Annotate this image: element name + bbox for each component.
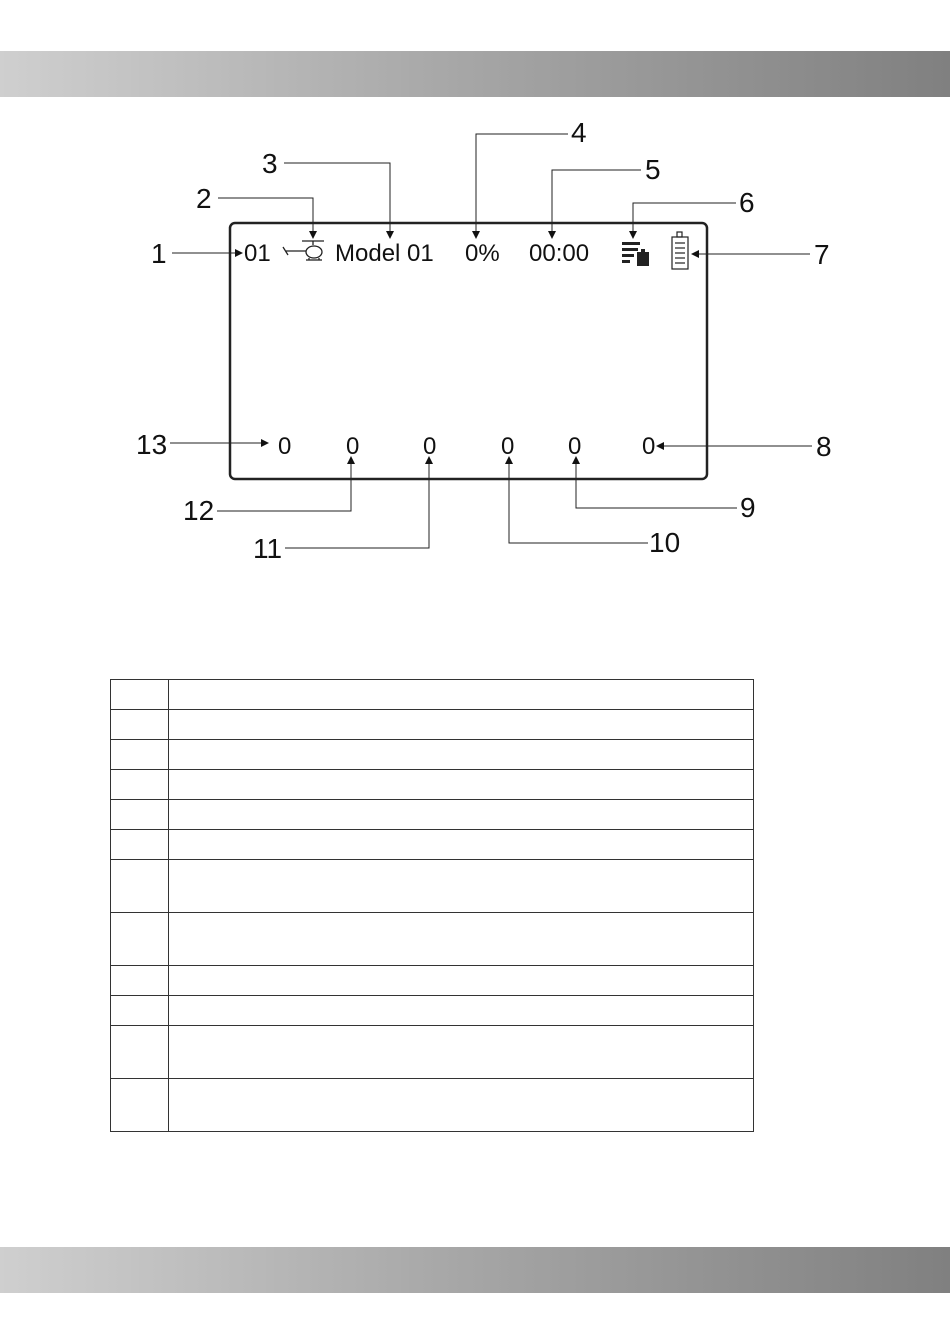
row-description [169,710,754,740]
battery-icon [672,232,688,269]
callout-12: 12 [183,495,215,526]
leader-line-3 [284,163,390,238]
callout-3: 3 [262,148,278,179]
row-description [169,860,754,913]
row-number [111,710,169,740]
model-name: Model 01 [335,240,434,267]
row-description [169,800,754,830]
description-table [110,679,754,1132]
row-description [169,1026,754,1079]
callout-10: 10 [649,527,681,558]
throttle-percent: 0% [465,240,500,267]
leader-line-2 [218,198,313,238]
callout-5: 5 [645,154,661,185]
row-number [111,860,169,913]
timer: 00:00 [529,240,590,267]
row-description [169,830,754,860]
leader-line-12 [217,457,351,511]
leader-line-11 [285,457,429,548]
callout-8: 8 [816,431,832,462]
callout-1: 1 [151,238,167,269]
display-diagram [0,0,950,620]
row-description [169,680,754,710]
callout-13: 13 [136,429,168,460]
row-description [169,740,754,770]
table-row [111,800,754,830]
bottom-value-6: 0 [642,433,656,460]
leader-line-10 [509,457,648,543]
callout-6: 6 [739,187,755,218]
table-row [111,680,754,710]
row-number [111,1079,169,1132]
bottom-value-2: 0 [346,433,360,460]
helicopter-icon [283,241,324,260]
row-number [111,680,169,710]
row-number [111,770,169,800]
leader-line-6 [633,203,736,238]
row-number [111,830,169,860]
bottom-value-4: 0 [501,433,515,460]
callout-7: 7 [814,239,830,270]
bottom-value-1: 0 [278,433,292,460]
table-row [111,1079,754,1132]
row-number [111,1026,169,1079]
callout-2: 2 [196,183,212,214]
callout-9: 9 [740,492,756,523]
table-row [111,830,754,860]
row-description [169,1079,754,1132]
callout-4: 4 [571,117,587,148]
bottom-value-3: 0 [423,433,437,460]
row-number [111,800,169,830]
row-description [169,966,754,996]
table-row [111,996,754,1026]
table-row [111,1026,754,1079]
row-number [111,913,169,966]
footer-band [0,1247,950,1293]
bottom-value-5: 0 [568,433,582,460]
leader-line-9 [576,457,737,508]
row-description [169,913,754,966]
table-row [111,770,754,800]
model-number: 01 [244,240,271,267]
callout-11: 11 [253,533,283,564]
table-row [111,710,754,740]
table-row [111,740,754,770]
row-description [169,770,754,800]
table-row [111,913,754,966]
row-description [169,996,754,1026]
receiver-signal-icon [622,242,649,266]
table-row [111,966,754,996]
row-number [111,996,169,1026]
row-number [111,966,169,996]
leader-line-5 [552,170,641,238]
table-row [111,860,754,913]
row-number [111,740,169,770]
